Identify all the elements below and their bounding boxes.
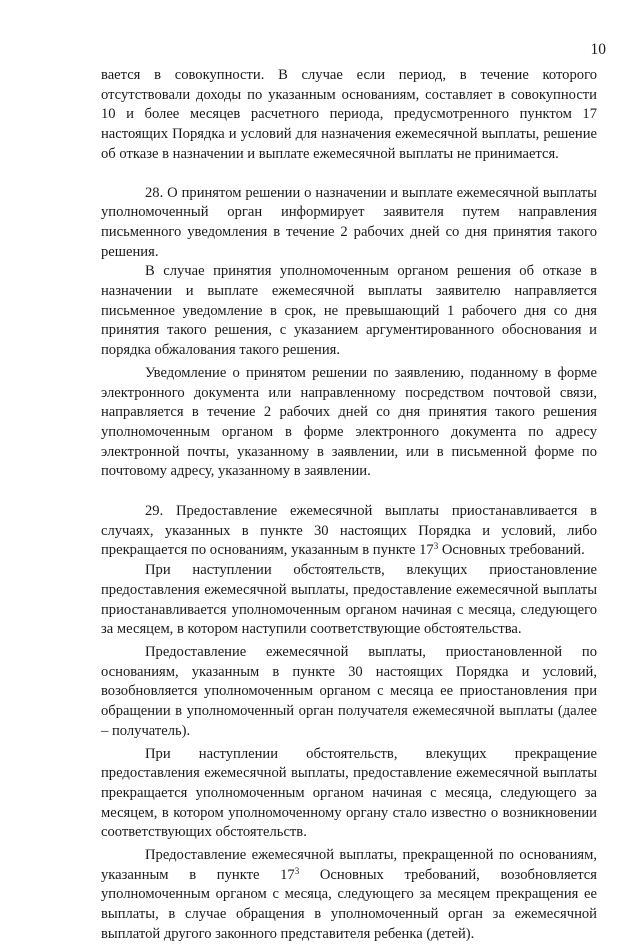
paragraph-28-2: В случае принятия уполномоченным органом решения об отказе в назначении и выплате ежемесячной выплаты заявителю направляется письменное уведомление в срок, не превышающий 1 рабочего дня со дня принятия такого решения, с указанием аргументированного обоснования и порядка обжалования такого решения. (101, 263, 597, 359)
paragraph-29-5-text: Предоставление ежемесячной выплаты, прекращенной по основаниям, указанным в пункте 17 (101, 847, 597, 883)
paragraph-29-1-superscript: 3 (433, 541, 439, 552)
paragraph-continuation: вается в совокупности. В случае если период, в течение которого отсутствовали доходы по указанным основаниям, составляет в совокупности 10 и более месяцев расчетного периода, предусмотренного пунктом 17 настоящих Порядка и условий для назначения ежемесячной выплаты, решение об отказе в назначении и выплате ежемесячной выплаты не принимается. (101, 67, 597, 162)
document-body (101, 66, 597, 945)
paragraph-29-5-tail: Основных требований, возобновляется уполномоченным органом с месяца, следующего за месяцем прекращения ее выплаты, в случае обращения в уполномоченный орган за ежемесячной выплатой другого законного представителя ребенка (детей). (101, 866, 597, 942)
paragraph-29-4: При наступлении обстоятельств, влекущих прекращение предоставления ежемесячной выплаты, предоставление ежемесячной выплаты прекращается уполномоченным органом начиная с месяца, следующего за месяцем, в котором уполномоченному органу стало известно о возникновении соответствующих обстоятельств. (101, 745, 597, 841)
paragraph-29-2: При наступлении обстоятельств, влекущих приостановление предоставления ежемесячной выплаты, предоставление ежемесячной выплаты приостанавливается уполномоченным органом начиная с месяца, следующего за месяцем, в котором наступили соответствующие обстоятельства. (101, 562, 597, 638)
paragraph-29-5-superscript: 3 (294, 865, 300, 876)
paragraph-29-3: Предоставление ежемесячной выплаты, приостановленной по основаниям, указанным в пункте 30 настоящих Порядка и условий, возобновляется уполномоченным органом с месяца ее приостановления при обращении в уполномоченный орган получателя ежемесячной выплаты (далее – получатель). (101, 643, 597, 739)
paragraph-28-3: Уведомление о принятом решении по заявлению, поданному в форме электронного документа или направленному посредством почтовой связи, направляется в течение 2 рабочих дней со дня принятия такого решения уполномоченным органом в форме электронного документа по адресу электронной почты, указанному в заявлении, или в письменной форме по почтовому адресу, указанному в заявлении. (101, 364, 597, 480)
paragraph-29-1-text: 29. Предоставление ежемесячной выплаты приостанавливается в случаях, указанных в пункте 30 настоящих Порядка и условий, либо прекращается по основаниям, указанным в пункте 17 (101, 503, 597, 559)
page-number: 10 (590, 41, 606, 58)
paragraph-28-1: 28. О принятом решении о назначении и выплате ежемесячной выплаты уполномоченный орган информирует заявителя путем направления письменного уведомления в течение 2 рабочих дней со дня принятия такого решения. (101, 184, 597, 260)
paragraph-29-5 (101, 846, 597, 945)
paragraph-29-1 (101, 502, 597, 561)
paragraph-29-1-tail: Основных требований. (438, 542, 585, 559)
